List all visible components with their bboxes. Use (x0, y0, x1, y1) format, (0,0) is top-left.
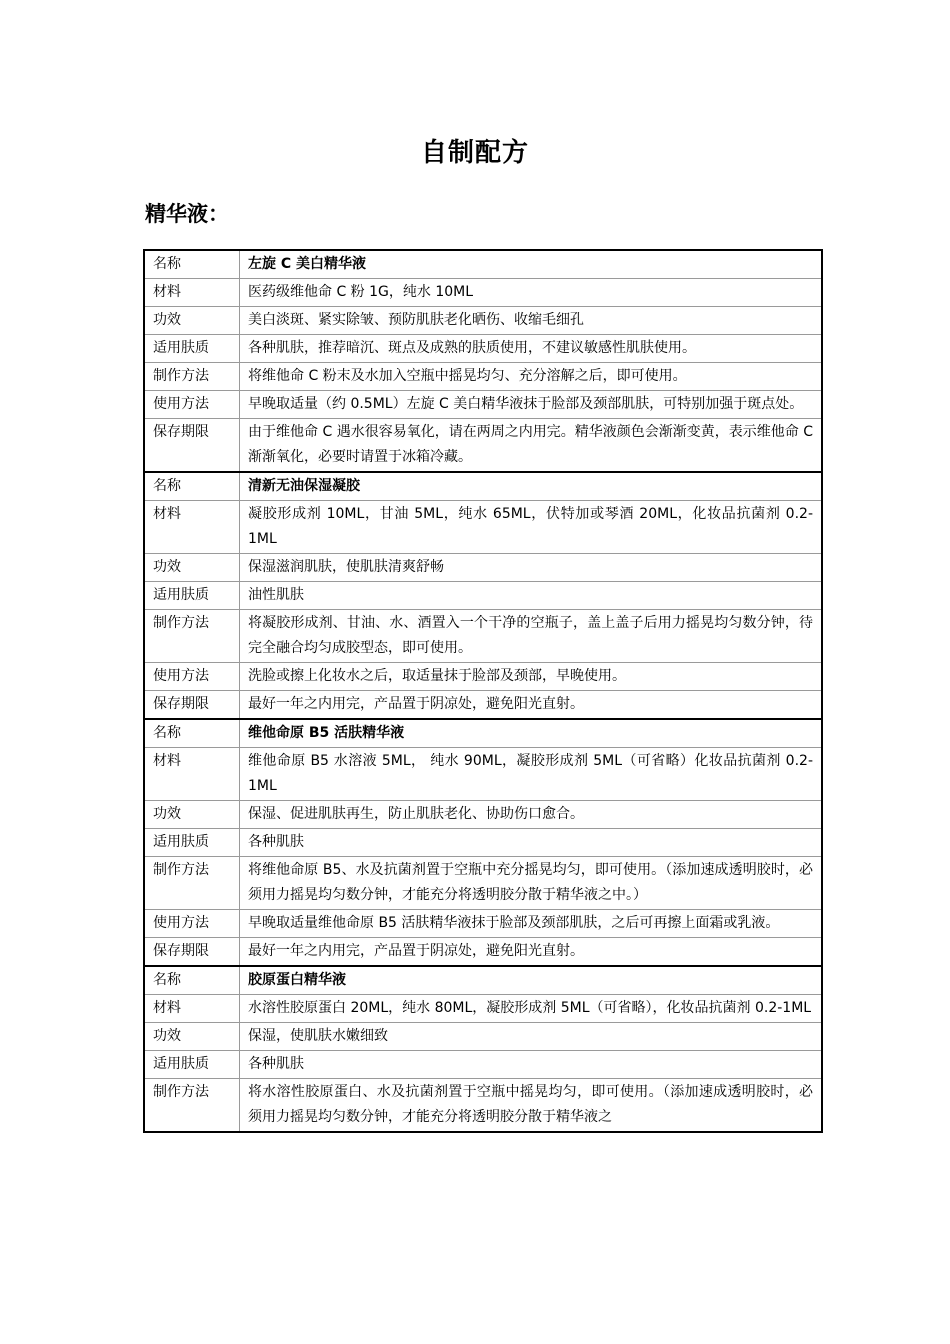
row-label: 制作方法 (144, 1079, 240, 1133)
row-label: 制作方法 (144, 857, 240, 910)
row-value: 各种肌肤，推荐暗沉、斑点及成熟的肤质使用，不建议敏感性肌肤使用。 (240, 335, 823, 363)
row-label: 使用方法 (144, 391, 240, 419)
row-label: 材料 (144, 501, 240, 554)
row-label: 适用肤质 (144, 582, 240, 610)
document-title: 自制配方 (420, 138, 529, 168)
row-value: 各种肌肤 (240, 1051, 823, 1079)
table-row (144, 610, 822, 663)
table-row (144, 691, 822, 720)
row-label: 材料 (144, 995, 240, 1023)
row-label: 使用方法 (144, 910, 240, 938)
table-row (144, 857, 822, 910)
row-label: 适用肤质 (144, 829, 240, 857)
row-value: 水溶性胶原蛋白 20ML，纯水 80ML，凝胶形成剂 5ML（可省略），化妆品抗菌剂 0.2-1ML (240, 995, 823, 1023)
table-row (144, 801, 822, 829)
table-row (144, 363, 822, 391)
row-label: 功效 (144, 1023, 240, 1051)
row-value: 由于维他命 C 遇水很容易氧化，请在两周之内用完。精华液颜色会渐渐变黄，表示维他命 C 渐渐氧化，必要时请置于冰箱冷藏。 (240, 419, 823, 473)
row-label: 名称 (144, 966, 240, 995)
recipe-name-row (144, 719, 822, 748)
row-value: 洗脸或擦上化妆水之后，取适量抹于脸部及颈部，早晚使用。 (240, 663, 823, 691)
row-label: 保存期限 (144, 691, 240, 720)
recipe-name: 清新无油保湿凝胶 (240, 472, 823, 501)
row-label: 适用肤质 (144, 1051, 240, 1079)
table-row (144, 748, 822, 801)
row-value: 将维他命原 B5、水及抗菌剂置于空瓶中充分摇晃均匀，即可使用。（添加速成透明胶时，必须用力摇晃均匀数分钟，才能充分将透明胶分散于精华液之中。） (240, 857, 823, 910)
recipe-name-row (144, 472, 822, 501)
row-value: 各种肌肤 (240, 829, 823, 857)
table-row (144, 279, 822, 307)
row-value: 将维他命 C 粉末及水加入空瓶中摇晃均匀、充分溶解之后，即可使用。 (240, 363, 823, 391)
row-label: 适用肤质 (144, 335, 240, 363)
row-label: 使用方法 (144, 663, 240, 691)
table-row (144, 582, 822, 610)
recipe-name-row (144, 966, 822, 995)
recipes-table-body (144, 250, 822, 1132)
row-value: 保湿滋润肌肤，使肌肤清爽舒畅 (240, 554, 823, 582)
table-row (144, 1079, 822, 1133)
row-label: 材料 (144, 279, 240, 307)
recipe-name: 维他命原 B5 活肤精华液 (240, 719, 823, 748)
recipe-name: 胶原蛋白精华液 (240, 966, 823, 995)
row-label: 材料 (144, 748, 240, 801)
row-label: 功效 (144, 554, 240, 582)
row-value: 维他命原 B5 水溶液 5ML， 纯水 90ML，凝胶形成剂 5ML（可省略）化妆品抗菌剂 0.2-1ML (240, 748, 823, 801)
row-value: 最好一年之内用完，产品置于阴凉处，避免阳光直射。 (240, 691, 823, 720)
row-value: 最好一年之内用完，产品置于阴凉处，避免阳光直射。 (240, 938, 823, 967)
row-label: 名称 (144, 250, 240, 279)
row-label: 制作方法 (144, 610, 240, 663)
table-row (144, 391, 822, 419)
row-label: 功效 (144, 801, 240, 829)
row-value: 将凝胶形成剂、甘油、水、酒置入一个干净的空瓶子，盖上盖子后用力摇晃均匀数分钟，待完全融合均匀成胶型态，即可使用。 (240, 610, 823, 663)
section-heading: 精华液： (145, 202, 229, 226)
row-label: 名称 (144, 472, 240, 501)
row-value: 将水溶性胶原蛋白、水及抗菌剂置于空瓶中摇晃均匀，即可使用。（添加速成透明胶时，必须用力摇晃均匀数分钟，才能充分将透明胶分散于精华液之 (240, 1079, 823, 1133)
row-value: 油性肌肤 (240, 582, 823, 610)
row-value: 保湿、促进肌肤再生，防止肌肤老化、协助伤口愈合。 (240, 801, 823, 829)
table-row (144, 335, 822, 363)
recipe-name-row (144, 250, 822, 279)
table-row (144, 501, 822, 554)
row-value: 保湿，使肌肤水嫩细致 (240, 1023, 823, 1051)
recipes-table (143, 249, 823, 1133)
row-value: 美白淡斑、紧实除皱、预防肌肤老化晒伤、收缩毛细孔 (240, 307, 823, 335)
row-value: 凝胶形成剂 10ML，甘油 5ML，纯水 65ML，伏特加或琴酒 20ML，化妆品抗菌剂 0.2-1ML (240, 501, 823, 554)
table-row (144, 554, 822, 582)
row-value: 早晚取适量维他命原 B5 活肤精华液抹于脸部及颈部肌肤，之后可再擦上面霜或乳液。 (240, 910, 823, 938)
table-row (144, 307, 822, 335)
row-value: 早晚取适量（约 0.5ML）左旋 C 美白精华液抹于脸部及颈部肌肤，可特别加强于斑点处。 (240, 391, 823, 419)
row-label: 保存期限 (144, 938, 240, 967)
row-value: 医药级维他命 C 粉 1G，纯水 10ML (240, 279, 823, 307)
table-row (144, 419, 822, 473)
table-row (144, 1023, 822, 1051)
table-row (144, 938, 822, 967)
row-label: 功效 (144, 307, 240, 335)
table-row (144, 829, 822, 857)
table-row (144, 995, 822, 1023)
row-label: 制作方法 (144, 363, 240, 391)
table-row (144, 910, 822, 938)
row-label: 名称 (144, 719, 240, 748)
table-row (144, 663, 822, 691)
table-row (144, 1051, 822, 1079)
row-label: 保存期限 (144, 419, 240, 473)
recipe-name: 左旋 C 美白精华液 (240, 250, 823, 279)
